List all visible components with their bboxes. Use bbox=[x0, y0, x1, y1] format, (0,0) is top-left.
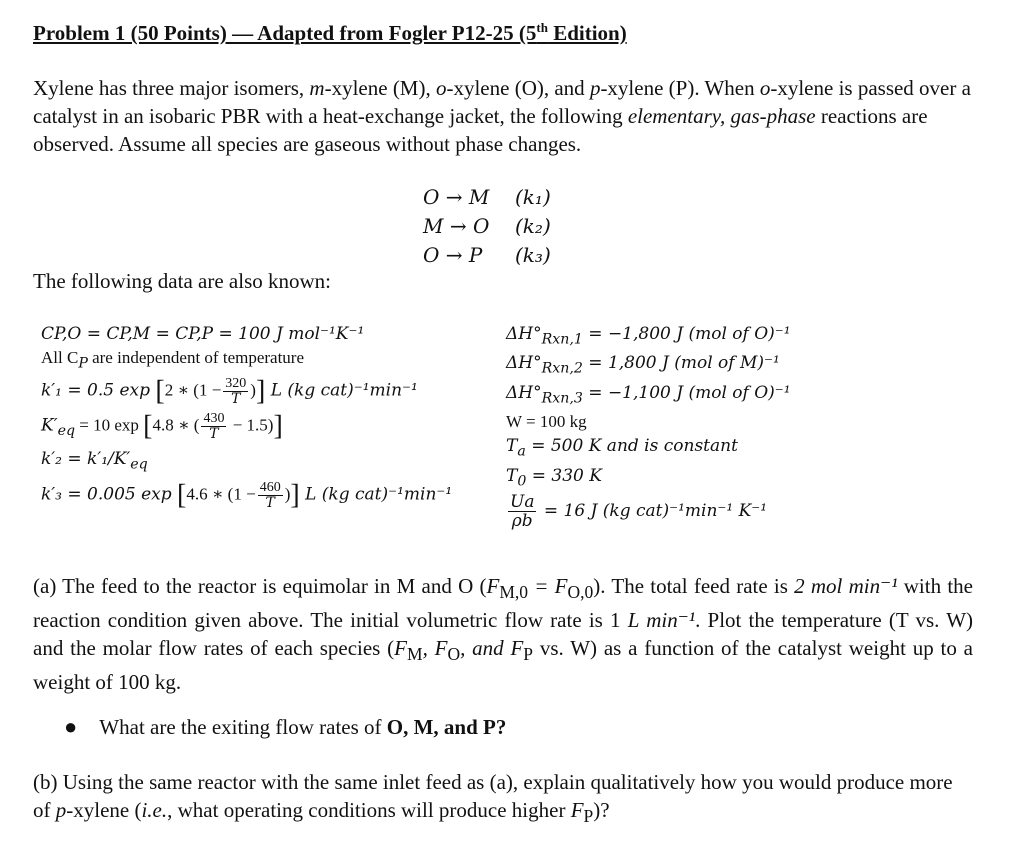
enthalpy-rxn-1: $\Delta H^\circ_{Rxn,1} = -1,800$ J (mol of O)⁻¹ bbox=[506, 324, 791, 348]
inlet-temperature: $T_0 = 330$ K bbox=[506, 465, 602, 489]
left-data-block bbox=[41, 322, 452, 510]
enthalpy-rxn-3: $\Delta H^\circ_{Rxn,3} = -1,100$ J (mol of O)⁻¹ bbox=[506, 382, 791, 407]
data-heading: The following data are also known: bbox=[33, 269, 331, 293]
cp-independence-line: All $C_P$ are independent of temperature bbox=[41, 348, 305, 372]
problem-title: Problem 1 (50 Points) — Adapted from Fogler P12-25 (5th Edition) bbox=[33, 20, 627, 45]
reaction-3: O → P (k₃) bbox=[423, 243, 551, 267]
k2-equation: $k'_2 = k'_1/K'_{eq}$ bbox=[41, 449, 148, 473]
k3-equation: k′₃ = 0.005 exp [4.6 ∗ (1 − $\frac{460}{T}$ )] L (kg cat)⁻¹min⁻¹ bbox=[41, 478, 453, 511]
k1-equation: k′₁ = 0.5 exp [2 ∗ (1 − $\frac{320}{T}$ )] L (kg cat)⁻¹min⁻¹ bbox=[41, 375, 418, 408]
heat-capacity-line: CP,O = CP,M = CP,P = 100 J mol⁻¹K⁻¹ bbox=[41, 324, 365, 344]
right-data-block bbox=[506, 322, 791, 530]
keq-equation: $K'_{eq} = 10$ exp [4.8 ∗ ( $\frac{430}{T}$ − 1.5)] bbox=[41, 410, 283, 443]
part-a-paragraph: (a) The feed to the reactor is equimolar in M and O $(F_{M,0} = F_{O,0})$. The total feed rate is 2 mol min⁻¹ with the reaction condition given above. The initial volumetric flow rate is 1 L min⁻¹. Plot the temperature (T vs. W) and the molar flow rates of each species ($F_M$, $F_O$, and $F_P$ vs. W) as a function of the catalyst weight up to a weight of 100 kg. bbox=[33, 574, 974, 695]
heat-transfer-coefficient: $\frac{Ua}{\rho b}$ = 16 J (kg cat)⁻¹min⁻¹ K⁻¹ bbox=[510, 491, 768, 531]
intro-paragraph: Xylene has three major isomers, m-xylene (M), o-xylene (O), and p-xylene (P). When o-xylene is passed over a catalyst in an isobaric PBR with a heat-exchange jacket, the following elementary, gas-phase reactions are observed. Assume all species are gaseous without phase changes. bbox=[33, 76, 971, 156]
bullet-icon: ● bbox=[64, 714, 78, 739]
part-b-paragraph: (b) Using the same reactor with the same inlet feed as (a), explain qualitatively how you would produce more of p-xylene (i.e., what operating conditions will produce higher $F_P$)? bbox=[33, 770, 953, 827]
catalyst-weight: W = 100 kg bbox=[506, 412, 587, 432]
ambient-temperature: $T_a = 500$ K and is constant bbox=[506, 436, 738, 460]
reaction-2: M → O (k₂) bbox=[423, 214, 551, 238]
enthalpy-rxn-2: $\Delta H^\circ_{Rxn,2} = 1,800$ J (mol of M)⁻¹ bbox=[506, 353, 780, 377]
exit-flow-question: ● What are the exiting flow rates of O, M, and P? bbox=[64, 714, 507, 739]
reaction-1: O → M (k₁) bbox=[423, 185, 551, 209]
reaction-list bbox=[423, 183, 551, 270]
